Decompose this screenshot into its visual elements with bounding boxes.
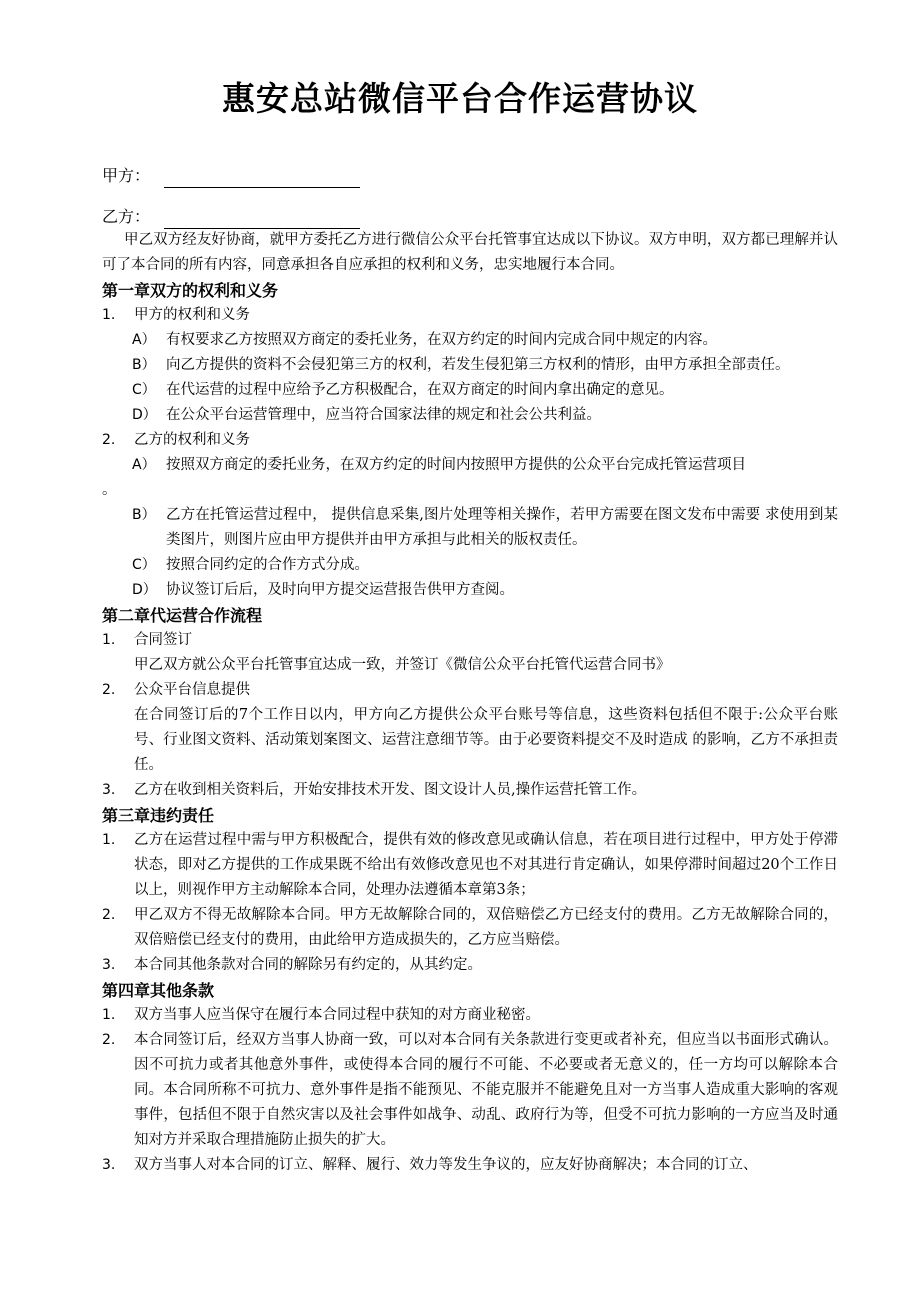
item-number: 3. — [102, 957, 116, 973]
chapter-3-item — [102, 953, 838, 978]
sub-item-letter: C） — [132, 557, 156, 573]
item-text: 公众平台信息提供 — [134, 682, 250, 698]
chapter-3-item — [102, 828, 838, 903]
sub-item — [102, 328, 838, 353]
party-b-line — [102, 205, 360, 229]
sub-item — [102, 378, 838, 403]
sub-item-text: 在公众平台运营管理中，应当符合国家法律的规定和社会公共利益。 — [166, 407, 601, 423]
item-number: 1. — [102, 1007, 116, 1023]
party-a-line — [102, 164, 360, 188]
item-number: 3. — [102, 782, 116, 798]
chapter-3-item — [102, 903, 838, 953]
item-text: 本合同其他条款对合同的解除另有约定的，从其约定。 — [134, 957, 482, 973]
item-detail: 在合同签订后的7个工作日以内，甲方向乙方提供公众平台账号等信息，这些资料包括但不限于:公众平台账号、行业图文资料、活动策划案图文、运营注意细节等。由于必要资料提交不及时造成 的影响，乙方不承担责任。 — [134, 707, 838, 773]
item-detail: 甲乙双方就公众平台托管事宜达成一致，并签订《微信公众平台托管代运营合同书》 — [134, 657, 671, 673]
item-number: 1. — [102, 307, 116, 323]
sub-item-text: 乙方在托管运营过程中， 提供信息采集,图片处理等相关操作，若甲方需要在图文发布中需要 求使用到某类图片，则图片应由甲方提供并由甲方承担与此相关的版权责任。 — [166, 507, 838, 548]
item-number: 1. — [102, 832, 116, 848]
sub-item-text: 有权要求乙方按照双方商定的委托业务，在双方约定的时间内完成合同中规定的内容。 — [166, 332, 717, 348]
item-text: 合同签订 — [134, 632, 192, 648]
sub-item-letter: D） — [132, 407, 157, 423]
item-number: 2. — [102, 682, 116, 698]
chapter-1-heading: 第一章双方的权利和义务 — [102, 281, 279, 300]
chapter-2-item-1 — [102, 628, 838, 653]
sub-item-letter: D） — [132, 582, 157, 598]
party-a-blank — [164, 169, 360, 188]
sub-item-text: 向乙方提供的资料不会侵犯第三方的权利，若发生侵犯第三方权利的情形，由甲方承担全部责任。 — [166, 357, 790, 373]
chapter-2-item-3 — [102, 778, 838, 803]
chapter-2-heading: 第二章代运营合作流程 — [102, 606, 263, 625]
item-text: 双方当事人应当保守在履行本合同过程中获知的对方商业秘密。 — [134, 1007, 540, 1023]
sub-item-text: 按照合同约定的合作方式分成。 — [166, 557, 369, 573]
party-b-label: 乙方： — [102, 207, 151, 226]
item-number: 2. — [102, 432, 116, 448]
chapter-1-item-1 — [102, 303, 838, 328]
item-text: 双方当事人对本合同的订立、解释、履行、效力等发生争议的，应友好协商解决；本合同的订立、 — [134, 1157, 758, 1173]
chapter-3-heading: 第三章违约责任 — [102, 806, 215, 825]
chapter-1-item-2 — [102, 428, 838, 453]
sub-item-letter: C） — [132, 382, 156, 398]
item-number: 1. — [102, 632, 116, 648]
sub-item-text: 在代运营的过程中应给予乙方积极配合，在双方商定的时间内拿出确定的意见。 — [166, 382, 674, 398]
sub-item-letter: A） — [132, 332, 156, 348]
chapter-2-item-2 — [102, 678, 838, 703]
sub-item — [102, 503, 838, 553]
chapter-4-item — [102, 1028, 838, 1153]
party-b-blank — [164, 210, 360, 229]
sub-item — [102, 553, 838, 578]
item-text: 乙方的权利和义务 — [134, 432, 250, 448]
chapter-4-heading: 第四章其他条款 — [102, 981, 215, 1000]
document-body — [102, 228, 838, 1178]
sub-item-text: 协议签订后后，及时向甲方提交运营报告供甲方查阅。 — [166, 582, 514, 598]
sub-item — [102, 578, 838, 603]
sub-item-letter: B） — [132, 357, 156, 373]
document-title: 惠安总站微信平台合作运营协议 — [222, 79, 698, 118]
sub-item-text: 按照双方商定的委托业务，在双方约定的时间内按照甲方提供的公众平台完成托管运营项目 — [166, 457, 746, 473]
item-text: 甲方的权利和义务 — [134, 307, 250, 323]
party-a-label: 甲方： — [102, 166, 151, 185]
sub-item — [102, 403, 838, 428]
stray-punctuation: 。 — [102, 482, 117, 498]
chapter-4-item — [102, 1153, 838, 1178]
item-number: 2. — [102, 907, 116, 923]
item-text: 本合同签订后，经双方当事人协商一致，可以对本合同有关条款进行变更或者补充，但应当以书面形式确认。因不可抗力或者其他意外事件，或使得本合同的履行不可能、不必要或者无意义的，任一方均可以解除本合同。本合同所称不可抗力、意外事件是指不能预见、不能克服并不能避免且对一方当事人造成重大影响的客观事件，包括但不限于自然灾害以及社会事件如战争、动乱、政府行为等，但受不可抗力影响的一方应当及时通知对方并采取合理措施防止损失的扩大。 — [134, 1032, 838, 1148]
sub-item-letter: B） — [132, 507, 156, 523]
sub-item-letter: A） — [132, 457, 156, 473]
intro-paragraph: 甲乙双方经友好协商，就甲方委托乙方进行微信公众平台托管事宜达成以下协议。双方申明，双方都已理解并认可了本合同的所有内容，同意承担各自应承担的权利和义务，忠实地履行本合同。 — [102, 232, 838, 273]
item-number: 3. — [102, 1157, 116, 1173]
item-number: 2. — [102, 1032, 116, 1048]
sub-item — [102, 353, 838, 378]
chapter-4-item — [102, 1003, 838, 1028]
item-text: 乙方在收到相关资料后，开始安排技术开发、图文设计人员,操作运营托管工作。 — [134, 782, 647, 798]
item-text: 甲乙双方不得无故解除本合同。甲方无故解除合同的，双倍赔偿乙方已经支付的费用。乙方无故解除合同的，双倍赔偿已经支付的费用，由此给甲方造成损失的，乙方应当赔偿。 — [134, 907, 838, 948]
sub-item — [102, 453, 838, 478]
item-text: 乙方在运营过程中需与甲方积极配合，提供有效的修改意见或确认信息，若在项目进行过程中，甲方处于停滞状态，即对乙方提供的工作成果既不给出有效修改意见也不对其进行肯定确认，如果停滞时间超过20个工作日以上，则视作甲方主动解除本合同，处理办法遵循本章第3条； — [134, 832, 838, 898]
